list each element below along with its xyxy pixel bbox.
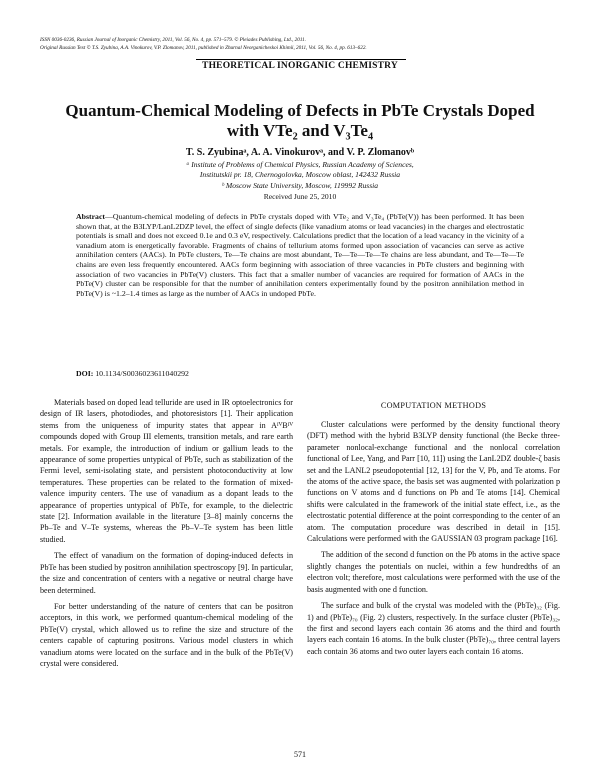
left-column [40, 397, 293, 674]
doi-link[interactable]: 10.1134/S0036023611040292 [95, 369, 189, 378]
right-column [307, 400, 560, 662]
affiliation-a-line1: ᵃ Institute of Problems of Chemical Physics, Russian Academy of Sciences, [186, 160, 414, 169]
body-paragraph: The surface and bulk of the crystal was modeled with the (PbTe)₃₂ (Fig. 1) and (PbTe)₇₀ (Fig. 2) clusters, respectively. In the surface cluster (PbTe)₃₂, the first and second layers each contain 36 atoms and the third and fourth layers each contain 16 atoms. In the bulk cluster (PbTe)₇₀, three central layers each contain 36 atoms and two outer layers each contain 16 atoms. [307, 601, 560, 656]
body-paragraph: The effect of vanadium on the formation of doping-induced defects in PbTe has been studied by positron annihilation spectroscopy [9]. In particular, the size and concentration of centers with a negative or neutral charge have been determined. [40, 551, 293, 595]
affiliation-a-line2: Institutskii pr. 18, Chernogolovka, Moscow oblast, 142432 Russia [199, 170, 401, 179]
journal-citation-line: ISSN 0036-0236, Russian Journal of Inorganic Chemistry, 2011, Vol. 56, No. 4, pp. 571–579. © Pleiades Publishing, Ltd., 2011. [40, 37, 306, 43]
page-number: 571 [294, 750, 306, 759]
original-text-line: Original Russian Text © T.S. Zyubina, A.A. Vinokurov, V.P. Zlomanov, 2011, published in Zhurnal Neorganicheskoi Khimii, 2011, Vol. 56, No. 4, pp. 613–622. [40, 45, 367, 51]
received-date: Received June 25, 2010 [263, 192, 337, 201]
section-label: THEORETICAL INORGANIC CHEMISTRY [202, 61, 398, 71]
doi-label: DOI: [76, 369, 94, 378]
article-title: Quantum-Chemical Modeling of Defects in PbTe Crystals Doped with VTe₂ and V₃Te₄ [65, 101, 535, 140]
body-paragraph: Materials based on doped lead telluride are used in IR optoelectronics for design of IR lasers, photodiodes, and photoresistors [1]. Their application stems from the uniqueness of impurity states that appear in AᴵⱽBᴵⱽ compounds doped with Group III elements, transition metals, and rare earth metals. For example, the introduction of indium or gallium leads to the appearance of some properties untypical of PbTe, such as stabilization of the Fermi level, semi-isolating state, and persistent photoconductivity at low temperatures. These properties can be related to the formation of mixed-valence impurity centers. The use of vanadium as a dopant leads to the appearance of properties untypical of PbTe, for example, to the dielectric state [2]. Information available in the literature [3–8] mainly concerns the Pb–Te and V–Te systems, whereas the Pb–V–Te system has been little studied. [40, 398, 293, 544]
body-paragraph: The addition of the second d function on the Pb atoms in the active space slightly changes the potentials on nuclei, within a few hundredths of an electron volt; therefore, most calculations were performed with the use of the basis augmented with one d function. [307, 550, 560, 594]
body-paragraph: Cluster calculations were performed by the density functional theory (DFT) method with the hybrid B3LYP density functional (the Becke three-parameter nonlocal-exchange functional and the nonlocal correlation functional of Lee, Yang, and Parr [10, 11]) using the LanL2DZ double-ζ basis set and the LANL2 pseudopotential [12, 13] for the V, Pb, and Te atoms. For the atoms of the active space, the basis set was augmented with polarization p functions on V atoms and d functions on Pb and Te atoms [14]. Chemical shifts were calculated in the framework of the initial state effect, i.e., as the electrostatic potential difference at the point corresponding to the center of an atom. The computation procedure was described in detail in [15]. Calculations were performed with the GAUSSIAN 03 program package [16]. [307, 420, 560, 544]
section-heading: COMPUTATION METHODS [380, 401, 487, 410]
affiliation-b: ᵇ Moscow State University, Moscow, 119992 Russia [221, 181, 379, 190]
section-divider [196, 59, 406, 60]
doi [76, 369, 524, 379]
abstract-text: —Quantum-chemical modeling of defects in PbTe crystals doped with VTe₂ and V₃Te₄ (PbTe(V)) has been performed. It has been shown that, at the B3LYP/LanL2DZP level, the effect of single defects (like vanadium atoms or lead vacancies) in the charges and electrostatic potentials is small and does not exceed 0.1e and 0.3 eV, respectively. Calculations predict that the location of a lead vacancy in the vicinity of a vanadium atom is energetically favorable. Fragments of chains of tellurium atoms formed upon association of vacancies can serve as active annihilation centers (AACs). In PbTe clusters, Te—Te chains are most abundant, Te—Te—Te—Te chains are less abundant, and Te—Te—Te chains are even less frequently encountered. AACs form beginning with association of three vacancies in PbTe clusters and beginning with association of two vacancies in PbTe(V) clusters. This fact that a smaller number of vacancies are required for formation of AACs in the PbTe(V) cluster can be responsible for that the number of annihilation centers experimentally found by the positron annihilation method in PbTe(V) is ~1.2–1.4 times as large as the number of AACs in undoped PbTe. [76, 212, 524, 298]
abstract-label: Abstract [76, 212, 106, 221]
article-authors: T. S. Zyubinaᵃ, A. A. Vinokurovᵃ, and V. P. Zlomanovᵇ [185, 147, 415, 158]
abstract [76, 212, 524, 298]
body-paragraph: For better understanding of the nature of centers that can be positron acceptors, in this work, we performed quantum-chemical modeling of the PbTe(V) crystal, which allowed us to refine the size and structure of the centers capable of capturing positrons. Various model clusters in which vanadium atoms were located on the surface and in the bulk of the PbTe(V) crystal were considered. [40, 601, 293, 668]
